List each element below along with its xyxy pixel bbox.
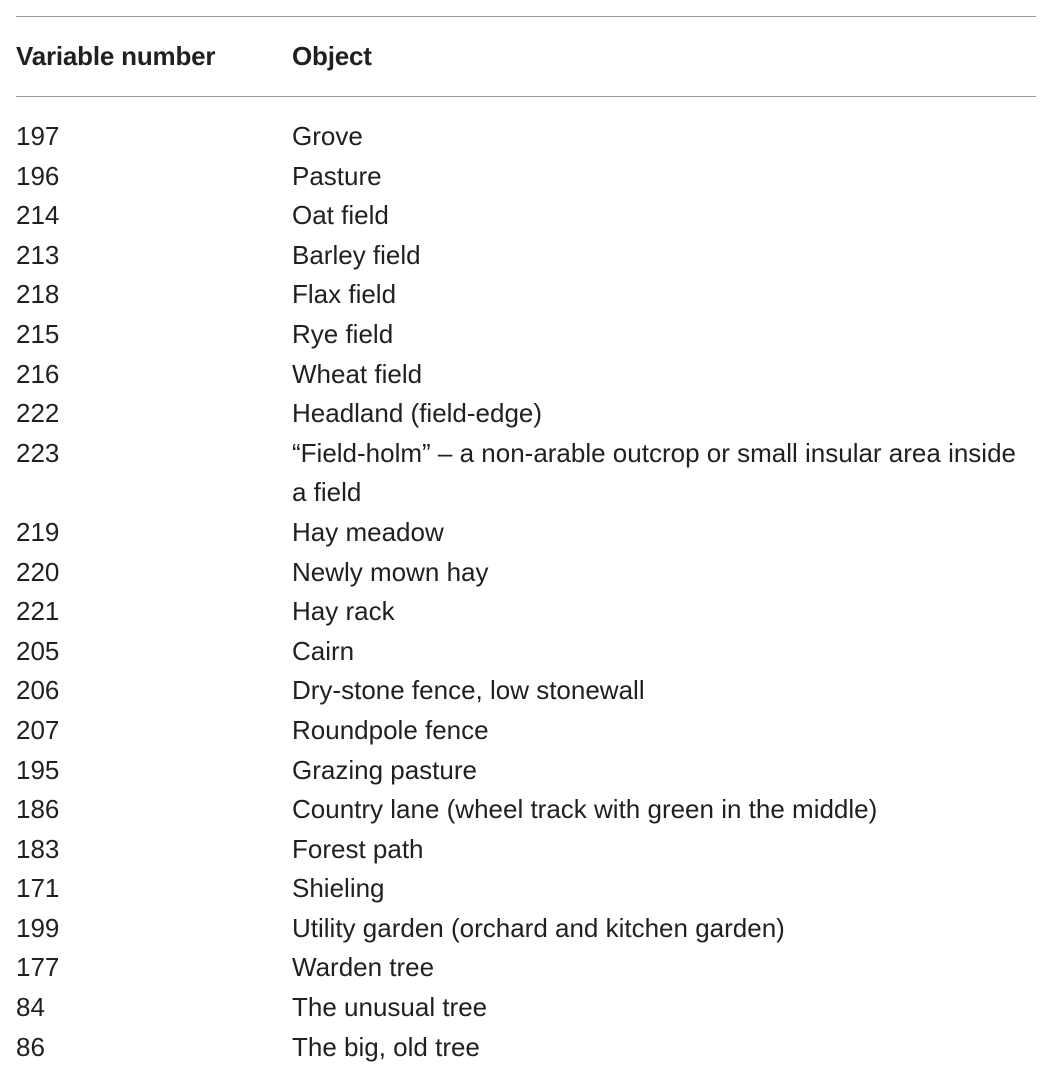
table-body [16, 97, 1036, 1067]
table-row [16, 632, 1036, 672]
table-row [16, 790, 1036, 830]
table-row [16, 117, 1036, 157]
object-cell: Country lane (wheel track with green in the middle) [292, 794, 878, 825]
object-cell: Utility garden (orchard and kitchen garden) [292, 912, 785, 943]
variable-number-cell: 86 [16, 1031, 45, 1062]
table-row [16, 236, 1036, 276]
variable-number-cell: 171 [16, 873, 60, 904]
table-header-row [16, 17, 1036, 97]
table-row [16, 196, 1036, 236]
object-cell: Wheat field [292, 358, 423, 389]
table-row [16, 513, 1036, 553]
variable-number-cell: 207 [16, 714, 60, 745]
table-row [16, 1028, 1036, 1068]
variables-table [16, 16, 1036, 1067]
variable-number-cell: 215 [16, 318, 60, 349]
object-cell: Newly mown hay [292, 556, 489, 587]
table-row [16, 869, 1036, 909]
variable-number-cell: 221 [16, 596, 60, 627]
table-row [16, 909, 1036, 949]
object-cell: Hay meadow [292, 516, 444, 547]
object-cell: Roundpole fence [292, 714, 489, 745]
object-cell: Dry-stone fence, low stonewall [292, 675, 645, 706]
table-row [16, 394, 1036, 434]
variable-number-cell: 206 [16, 675, 60, 706]
table-row [16, 711, 1036, 751]
object-cell: Headland (field-edge) [292, 398, 543, 429]
table-row [16, 355, 1036, 395]
variable-number-cell: 205 [16, 635, 60, 666]
variable-number-cell: 199 [16, 912, 60, 943]
variable-number-cell: 218 [16, 279, 60, 310]
object-cell: Hay rack [292, 596, 395, 627]
variable-number-cell: 177 [16, 952, 60, 983]
object-cell: Flax field [292, 279, 397, 310]
variable-number-cell: 197 [16, 121, 60, 151]
object-cell: Pasture [292, 160, 382, 191]
object-cell: The unusual tree [292, 992, 488, 1023]
object-cell: Oat field [292, 200, 389, 231]
variable-number-cell: 216 [16, 358, 60, 389]
table-row [16, 315, 1036, 355]
variable-number-cell: 220 [16, 556, 60, 587]
object-cell: Rye field [292, 318, 394, 349]
table-row [16, 751, 1036, 791]
variable-number-cell: 219 [16, 516, 60, 547]
table-row [16, 830, 1036, 870]
object-cell: Shieling [292, 873, 385, 904]
object-cell: Barley field [292, 239, 421, 270]
object-cell: Forest path [292, 833, 424, 864]
table-row [16, 988, 1036, 1028]
variable-number-cell: 213 [16, 239, 60, 270]
header-variable-number: Variable number [16, 41, 216, 71]
variable-number-cell: 222 [16, 398, 60, 429]
variable-number-cell: 186 [16, 794, 60, 825]
table-row [16, 553, 1036, 593]
object-cell: Grove [292, 121, 363, 151]
variable-number-cell: 214 [16, 200, 60, 231]
object-cell: Warden tree [292, 952, 435, 983]
variable-number-cell: 84 [16, 992, 45, 1023]
variable-number-cell: 183 [16, 833, 60, 864]
header-object: Object [292, 41, 372, 71]
variable-number-cell: 223 [16, 437, 60, 468]
variable-number-cell: 195 [16, 754, 60, 785]
object-cell: “Field-holm” – a non-arable outcrop or small insular area inside a field [292, 437, 1017, 508]
table-row [16, 948, 1036, 988]
table-row [16, 671, 1036, 711]
table-row [16, 434, 1036, 513]
table-row [16, 275, 1036, 315]
object-cell: Grazing pasture [292, 754, 477, 785]
object-cell: The big, old tree [292, 1031, 480, 1062]
variable-number-cell: 196 [16, 160, 60, 191]
table-row [16, 592, 1036, 632]
table-row [16, 157, 1036, 197]
object-cell: Cairn [292, 635, 355, 666]
